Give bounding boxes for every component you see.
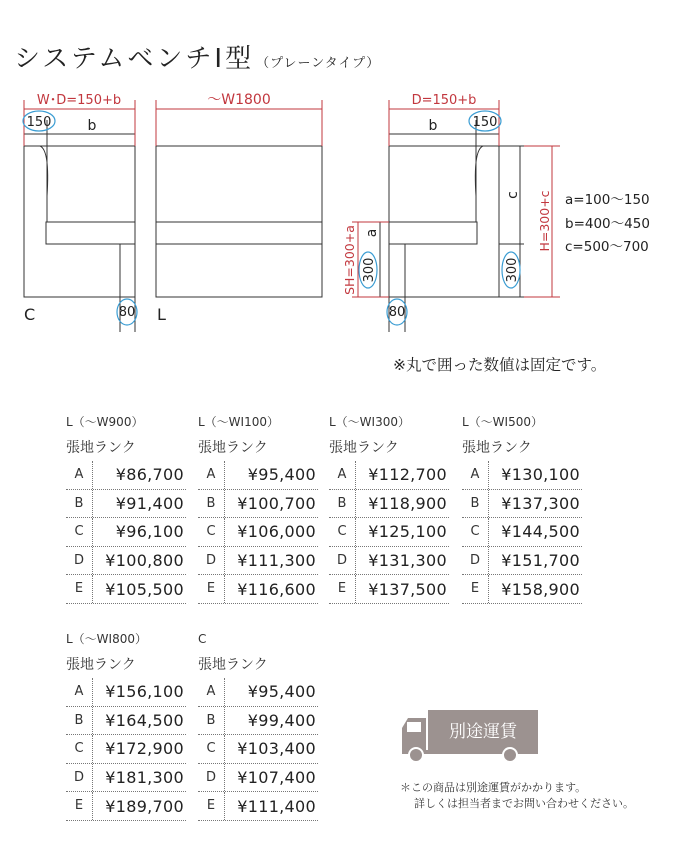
c-150-label: 150 xyxy=(26,115,52,130)
fabric-grade: B xyxy=(198,707,225,735)
shipping-note xyxy=(400,780,634,812)
fabric-grade: B xyxy=(66,490,93,518)
price-row xyxy=(66,547,186,576)
fabric-grade: E xyxy=(198,575,225,603)
price-row xyxy=(66,575,186,604)
price-value: ¥111,400 xyxy=(237,796,316,816)
price-row xyxy=(329,547,449,576)
price-value: ¥158,900 xyxy=(501,579,580,599)
side-h-label: H=300+c xyxy=(537,190,552,252)
fabric-grade: B xyxy=(66,707,93,735)
price-value: ¥103,400 xyxy=(237,739,316,759)
fabric-rank-label: 張地ランク xyxy=(66,440,136,456)
fabric-grade: A xyxy=(329,461,356,489)
price-row xyxy=(462,490,582,519)
price-row xyxy=(66,764,186,793)
price-value: ¥137,300 xyxy=(501,493,580,513)
fabric-grade: C xyxy=(198,735,225,763)
fabric-rank-label: 張地ランク xyxy=(198,657,268,673)
price-value: ¥144,500 xyxy=(501,522,580,542)
price-row xyxy=(66,707,186,736)
truck-icon xyxy=(398,706,540,766)
price-value: ¥137,500 xyxy=(368,579,447,599)
c-80-label: 80 xyxy=(118,305,136,320)
price-table-header: L（～WI500） xyxy=(462,415,543,429)
price-row xyxy=(198,461,318,490)
price-row xyxy=(329,575,449,604)
fabric-grade: E xyxy=(66,575,93,603)
fabric-rank-label: 張地ランク xyxy=(198,440,268,456)
price-row xyxy=(198,707,318,736)
price-table xyxy=(462,413,582,604)
side-depth-label: D=150+b xyxy=(411,93,477,108)
price-row xyxy=(329,490,449,519)
price-row xyxy=(66,461,186,490)
price-value: ¥100,800 xyxy=(105,551,184,571)
fabric-grade: B xyxy=(329,490,356,518)
l-width-label: ～W1800 xyxy=(207,92,271,108)
price-row xyxy=(198,575,318,604)
price-row xyxy=(66,678,186,707)
fabric-grade: A xyxy=(462,461,489,489)
fabric-grade: B xyxy=(462,490,489,518)
price-value: ¥118,900 xyxy=(368,493,447,513)
shipping-note-line1: ＊この商品は別途運賃がかかります。 xyxy=(400,781,587,794)
price-row xyxy=(198,490,318,519)
price-table xyxy=(66,413,186,604)
fabric-grade: D xyxy=(198,764,225,792)
l-unit-drawing xyxy=(156,146,322,297)
price-value: ¥107,400 xyxy=(237,768,316,788)
fabric-grade: C xyxy=(66,735,93,763)
price-row xyxy=(198,735,318,764)
price-value: ¥130,100 xyxy=(501,465,580,485)
side-view-drawing xyxy=(375,120,524,332)
side-b-label: b xyxy=(428,118,438,134)
price-value: ¥86,700 xyxy=(115,465,184,485)
price-value: ¥164,500 xyxy=(105,710,184,730)
price-value: ¥131,300 xyxy=(368,551,447,571)
price-table-header: L（～WI100） xyxy=(198,415,279,429)
fabric-grade: C xyxy=(198,518,225,546)
price-row xyxy=(198,792,318,821)
side-300-left-label: 300 xyxy=(362,257,377,283)
fabric-grade: C xyxy=(66,518,93,546)
price-row xyxy=(66,792,186,821)
price-value: ¥95,400 xyxy=(247,465,316,485)
fabric-rank-label: 張地ランク xyxy=(462,440,532,456)
fabric-grade: D xyxy=(198,547,225,575)
price-row xyxy=(66,490,186,519)
side-80-label: 80 xyxy=(388,305,406,320)
price-value: ¥151,700 xyxy=(501,551,580,571)
side-c-label: c xyxy=(505,191,521,199)
price-value: ¥111,300 xyxy=(237,551,316,571)
c-width-label: W･D=150+b xyxy=(36,93,122,108)
fixed-value-note: ※丸で囲った数値は固定です。 xyxy=(393,356,607,374)
fabric-grade: D xyxy=(66,547,93,575)
price-row xyxy=(66,518,186,547)
side-sh-label: SH=300+a xyxy=(342,225,357,295)
fabric-grade: D xyxy=(462,547,489,575)
price-value: ¥116,600 xyxy=(237,579,316,599)
price-table xyxy=(198,630,318,821)
price-value: ¥125,100 xyxy=(368,522,447,542)
price-value: ¥99,400 xyxy=(247,710,316,730)
fabric-grade: A xyxy=(198,461,225,489)
price-table-header: L（～WI800） xyxy=(66,632,147,646)
side-a-label: a xyxy=(364,228,380,238)
fabric-grade: A xyxy=(198,678,225,706)
formula-a: a=100～150 xyxy=(565,192,650,208)
fabric-grade: E xyxy=(66,792,93,820)
shipping-badge-label: 別途運賃 xyxy=(449,722,517,742)
fabric-grade: E xyxy=(329,575,356,603)
formula-b: b=400～450 xyxy=(565,216,650,232)
price-value: ¥189,700 xyxy=(105,796,184,816)
fabric-rank-label: 張地ランク xyxy=(66,657,136,673)
price-row xyxy=(66,735,186,764)
fabric-rank-label: 張地ランク xyxy=(329,440,399,456)
price-row xyxy=(329,518,449,547)
fabric-grade: A xyxy=(66,461,93,489)
formula-c: c=500～700 xyxy=(565,239,649,255)
l-unit-label: L xyxy=(157,305,166,324)
fabric-grade: D xyxy=(329,547,356,575)
price-row xyxy=(462,575,582,604)
title-text: システムベンチⅠ型 xyxy=(14,44,255,74)
price-value: ¥106,000 xyxy=(237,522,316,542)
c-unit-drawing xyxy=(24,120,135,332)
price-value: ¥96,100 xyxy=(115,522,184,542)
price-value: ¥181,300 xyxy=(105,768,184,788)
shipping-note-line2: 詳しくは担当者までお問い合わせください。 xyxy=(414,797,634,810)
price-row xyxy=(462,461,582,490)
c-unit-label: C xyxy=(24,305,36,324)
price-value: ¥172,900 xyxy=(105,739,184,759)
price-row xyxy=(198,678,318,707)
price-table-header: L（～W900） xyxy=(66,415,144,429)
fabric-grade: D xyxy=(66,764,93,792)
price-table-header: L（～WI300） xyxy=(329,415,410,429)
fabric-grade: E xyxy=(462,575,489,603)
price-value: ¥105,500 xyxy=(105,579,184,599)
price-table xyxy=(66,630,186,821)
fabric-grade: B xyxy=(198,490,225,518)
price-value: ¥100,700 xyxy=(237,493,316,513)
bench-diagram xyxy=(0,0,680,340)
price-table xyxy=(329,413,449,604)
title-subtitle: （プレーンタイプ） xyxy=(256,56,381,71)
price-value: ¥112,700 xyxy=(368,465,447,485)
fixed-value-circles xyxy=(23,111,520,325)
fabric-grade: C xyxy=(462,518,489,546)
price-row xyxy=(462,547,582,576)
price-row xyxy=(198,547,318,576)
c-b-label: b xyxy=(87,118,97,134)
price-row xyxy=(462,518,582,547)
side-300-right-label: 300 xyxy=(505,257,520,283)
fabric-grade: C xyxy=(329,518,356,546)
fabric-grade: A xyxy=(66,678,93,706)
price-row xyxy=(198,518,318,547)
price-row xyxy=(198,764,318,793)
price-value: ¥95,400 xyxy=(247,682,316,702)
fabric-grade: E xyxy=(198,792,225,820)
price-value: ¥156,100 xyxy=(105,682,184,702)
side-150-label: 150 xyxy=(472,115,498,130)
price-row xyxy=(329,461,449,490)
price-table-header: C xyxy=(198,632,207,646)
price-value: ¥91,400 xyxy=(115,493,184,513)
price-table xyxy=(198,413,318,604)
